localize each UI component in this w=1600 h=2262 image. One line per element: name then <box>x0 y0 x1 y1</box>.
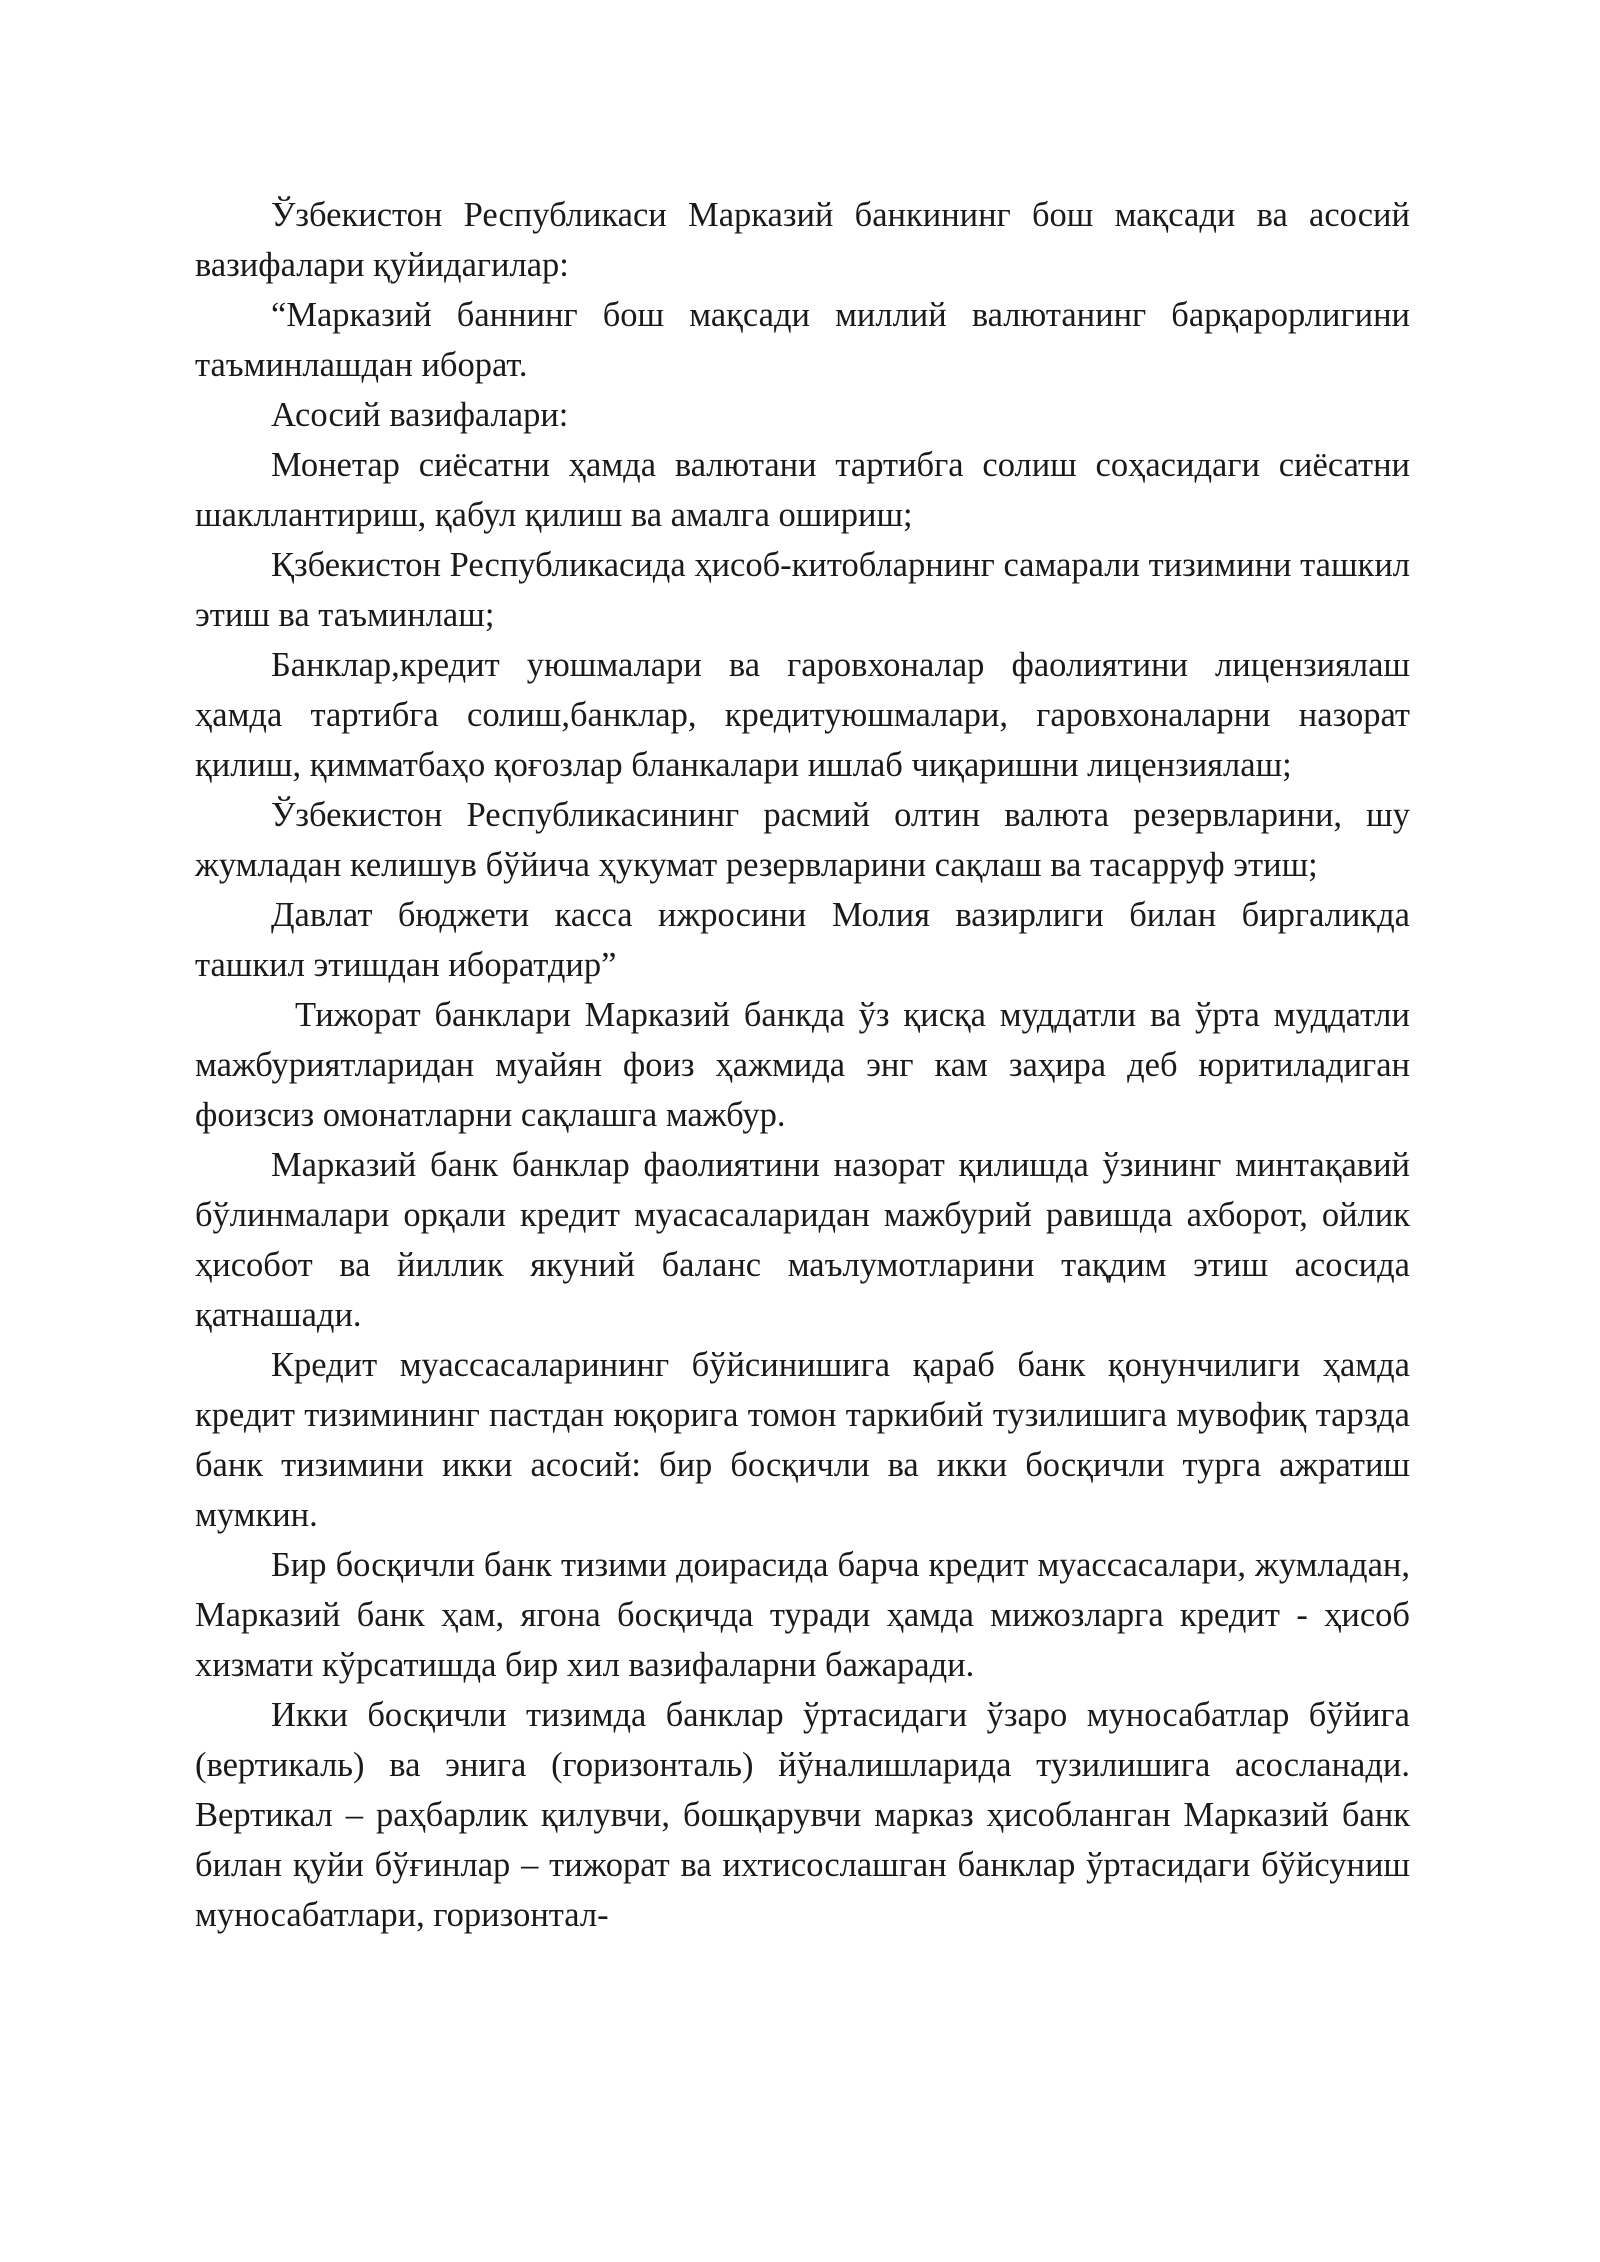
paragraph: Банклар,кредит уюшмалари ва гаровхоналар фаолиятини лицензиялаш ҳамда тартибга солиш,банклар, кредитуюшмалари, гаровхоналарни назорат қилиш, қимматбаҳо қоғозлар бланкалари ишлаб чиқаришни лицензиялаш; <box>195 646 1410 784</box>
paragraph: Тижорат банклари Марказий банкда ўз қисқа муддатли ва ўрта муддатли мажбуриятларидан муайян фоиз ҳажмида энг кам заҳира деб юритиладиган фоизсиз омонатларни сақлашга мажбур. <box>195 996 1410 1134</box>
paragraph: Марказий банк банклар фаолиятини назорат қилишда ўзининг минтақавий бўлинмалари орқали кредит муасасаларидан мажбурий равишда ахборот, ойлик ҳисобот ва йиллик якуний баланс маълумотларини тақдим этиш асосида қатнашади. <box>195 1146 1410 1334</box>
paragraph: Қзбекистон Республикасида ҳисоб-китобларнинг самарали тизимини ташкил этиш ва таъминлаш; <box>195 546 1410 634</box>
document-page <box>195 190 1410 1940</box>
paragraph: Асосий вазифалари: <box>271 396 569 434</box>
paragraph: Давлат бюджети касса ижросини Молия вазирлиги билан биргаликда ташкил этишдан иборатдир” <box>195 896 1410 984</box>
paragraph: Ўзбекистон Республикасининг расмий олтин валюта резервларини, шу жумладан келишув бўйича ҳукумат резервларини сақлаш ва тасарруф этиш; <box>195 796 1410 884</box>
paragraph: Бир босқичли банк тизими доирасида барча кредит муассасалари, жумладан, Марказий банк ҳам, ягона босқичда туради ҳамда мижозларга кредит - ҳисоб хизмати кўрсатишда бир хил вазифаларни бажаради. <box>195 1546 1410 1684</box>
paragraph: Ўзбекистон Республикаси Марказий банкининг бош мақсади ва асосий вазифалари қуйидагилар: <box>195 196 1410 284</box>
paragraph: Кредит муассасаларининг бўйсинишига қараб банк қонунчилиги ҳамда кредит тизимининг пастдан юқорига томон таркибий тузилишига мувофиқ тарзда банк тизимини икки асосий: бир босқичли ва икки босқичли турга ажратиш мумкин. <box>195 1346 1410 1534</box>
paragraph: “Марказий баннинг бош мақсади миллий валютанинг барқарорлигини таъминлашдан иборат. <box>195 296 1410 384</box>
paragraph: Монетар сиёсатни ҳамда валютани тартибга солиш соҳасидаги сиёсатни шакллантириш, қабул қилиш ва амалга ошириш; <box>195 446 1410 534</box>
paragraph: Икки босқичли тизимда банклар ўртасидаги ўзаро муносабатлар бўйига (вертикаль) ва энига (горизонталь) йўналишларида тузилишига асосланади. Вертикал – раҳбарлик қилувчи, бошқарувчи марказ ҳисобланган Марказий банк билан қуйи бўғинлар – тижорат ва ихтисослашган банклар ўртасидаги бўйсуниш муносабатлари, горизонтал- <box>195 1696 1410 1934</box>
